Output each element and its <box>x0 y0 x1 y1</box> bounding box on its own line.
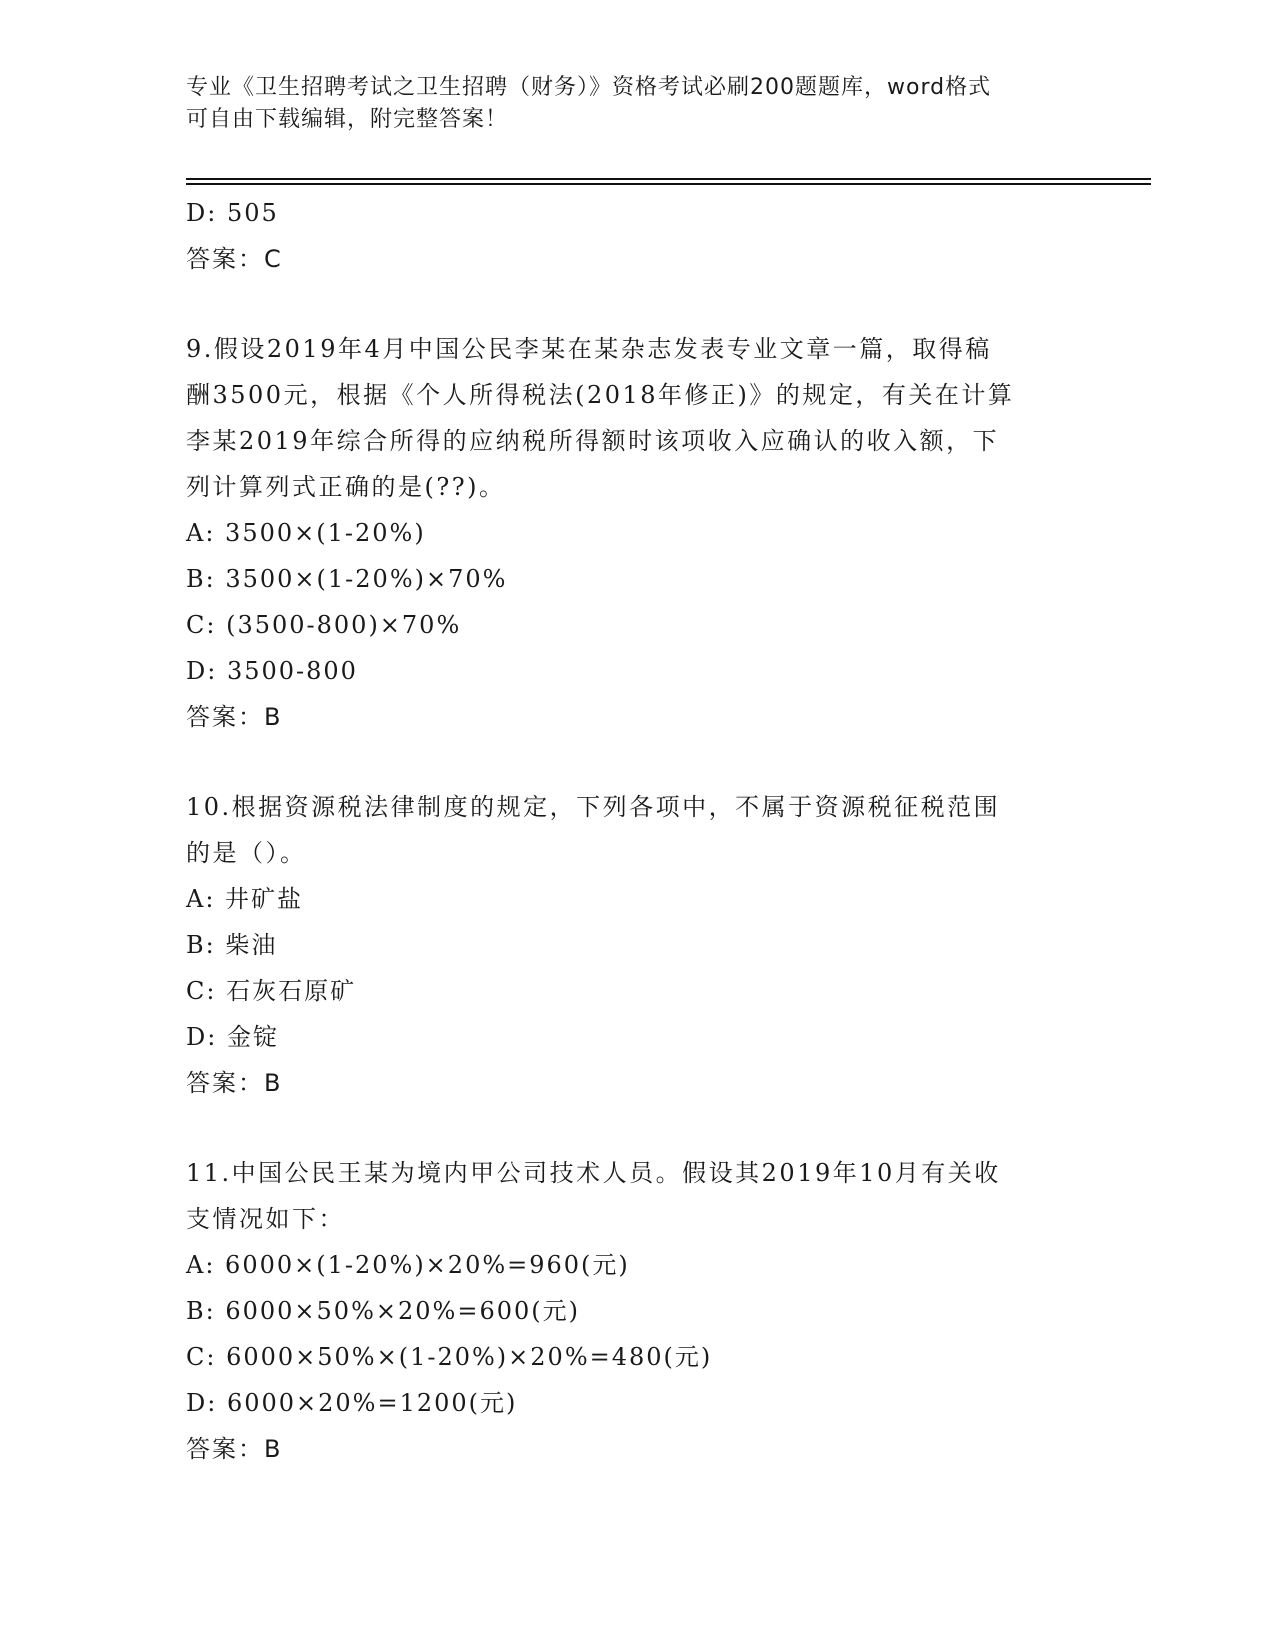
answer-line: 答案：B <box>186 703 283 731</box>
option-c: C: 6000×50%×(1-20%)×20%=480(元) <box>186 1343 713 1371</box>
question-list <box>186 190 1086 1472</box>
option-b: B: 柴油 <box>186 931 278 959</box>
option-c: C: (3500-800)×70% <box>186 611 462 639</box>
option-d: D: 3500-800 <box>186 657 358 685</box>
header-title-line-2: 可自由下载编辑，附完整答案！ <box>186 107 509 132</box>
option-d: D: 6000×20%=1200(元) <box>186 1389 518 1417</box>
option-a: A: 3500×(1-20%) <box>186 519 426 547</box>
option-d: D: 金锭 <box>186 1023 279 1051</box>
question-text-line: 支情况如下： <box>186 1205 345 1233</box>
question-text-line: 酬3500元，根据《个人所得税法(2018年修正)》的规定，有关在计算 <box>186 381 1015 409</box>
question-10 <box>186 784 1086 1106</box>
question-text-line: 列计算列式正确的是(??)。 <box>186 473 506 501</box>
header-rule-bottom <box>186 183 1151 185</box>
answer-line: 答案：B <box>186 1435 283 1463</box>
option-a: A: 6000×(1-20%)×20%=960(元) <box>186 1251 630 1279</box>
header-title-line-1: 专业《卫生招聘考试之卫生招聘（财务）》资格考试必刷200题题库，word格式 <box>186 75 992 100</box>
question-text-line: 的是（）。 <box>186 839 307 867</box>
question-11 <box>186 1150 1086 1472</box>
page-header <box>186 72 1066 136</box>
question-text-line: 11.中国公民王某为境内甲公司技术人员。假设其2019年10月有关收 <box>186 1159 1001 1187</box>
question-9 <box>186 326 1086 740</box>
question-text-line: 9.假设2019年4月中国公民李某在某杂志发表专业文章一篇，取得稿 <box>186 335 992 363</box>
option-d: D: 505 <box>186 199 279 227</box>
option-c: C: 石灰石原矿 <box>186 977 357 1005</box>
question-text-line: 李某2019年综合所得的应纳税所得额时该项收入应确认的收入额，下 <box>186 427 1000 455</box>
option-a: A: 井矿盐 <box>186 885 304 913</box>
answer-line: 答案：B <box>186 1069 283 1097</box>
answer-line: 答案：C <box>186 245 283 273</box>
question-8-tail <box>186 190 1086 282</box>
option-b: B: 3500×(1-20%)×70% <box>186 565 508 593</box>
header-rule-top <box>186 178 1151 180</box>
question-text-line: 10.根据资源税法律制度的规定，下列各项中，不属于资源税征税范围 <box>186 793 1001 821</box>
option-b: B: 6000×50%×20%=600(元) <box>186 1297 580 1325</box>
